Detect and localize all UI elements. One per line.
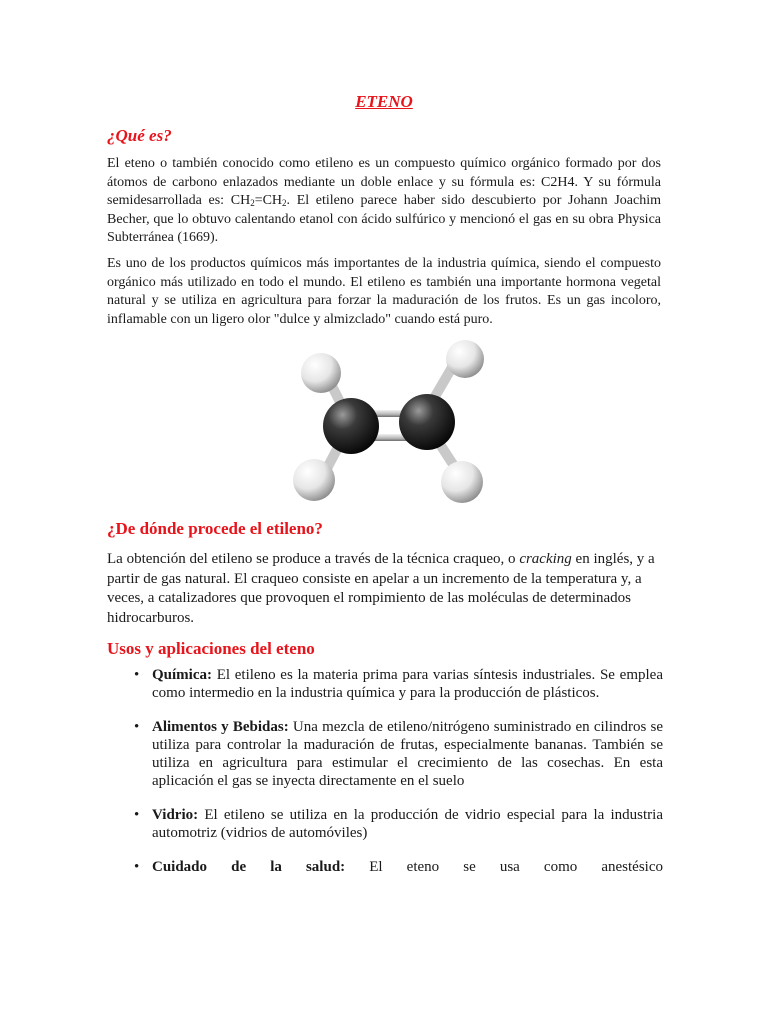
hydrogen-atom [441,461,483,503]
origin-text-start: La obtención del etileno se produce a través de la técnica craqueo, o [107,551,520,567]
item-text: Una mezcla de etileno/nitrógeno suministrado en cilindros se utiliza para controlar la maduración de frutas, especialmente bananas. También se utiliza en agricultura para estimular el crecimiento de las cosechas. En esta aplicación el gas se inyecta directamente en el suelo [152,719,664,789]
bullet: • [134,667,140,683]
bullet: • [134,807,140,823]
carbon-atom [399,394,455,450]
definition-text-start: El eteno o también conocido como etileno es un compuesto químico orgánico formado por dos átomos de carbono enlazados mediante un doble enlace y su fórmula es: C2H4. Y su fórmula semidesarrollada es: [107,156,661,208]
item-term: Química: [152,667,212,683]
origin-text-end: en inglés, y a partir de gas natural. El craqueo consiste en apelar a un incremento de la temperatura y, a veces, a catalizadores que provoquen el rompimiento de las moléculas de determinados hidrocarburos. [107,551,655,626]
uses-list [107,666,663,892]
bullet: • [134,859,140,875]
heading-que-es: ¿Qué es? [107,126,172,145]
item-text: El eteno se usa como anestésico [345,859,663,875]
hydrogen-atom [293,459,335,501]
item-text: El etileno se utiliza en la producción de vidrio especial para la industria automotriz (vidrios de automóviles) [152,807,663,841]
item-line [152,858,663,876]
formula-part: =CH [254,193,283,208]
item-term: Cuidado de la salud: [152,859,346,875]
item-term: Vidrio: [152,807,199,823]
document-title: ETENO [355,92,413,111]
definition-text-end: . El etileno parece haber sido descubierto por Johann Joachim Becher, que lo obtuvo calentando etanol con ácido sulfúrico y mencionó el gas en su obra Physica Subterránea (1669). [107,193,661,245]
list-item-alimentos [107,718,663,790]
hydrogen-atom [301,353,341,393]
formula-subscript: 2 [282,198,287,208]
heading-uses: Usos y aplicaciones del eteno [107,639,315,658]
item-text: El etileno es la materia prima para varias síntesis industriales. Se emplea como intermedio en la industria química y para la producción de plásticos. [152,667,663,701]
formula-part: CH [230,193,251,208]
formula-subscript: 2 [250,198,255,208]
carbon-atom [323,398,379,454]
paragraph-definition [107,155,661,248]
list-item-quimica [107,666,663,702]
hydrogen-atom [446,340,484,378]
cracking-term: cracking [519,551,572,567]
heading-origin: ¿De dónde procede el etileno? [107,519,323,538]
bullet: • [134,719,140,735]
paragraph-importance: Es uno de los productos químicos más importantes de la industria química, siendo el compuesto orgánico más utilizado en todo el mundo. El etileno es también una importante hormona vegetal natural y se utiliza en agricultura para forzar la maduración de los frutos. Es un gas incoloro, inflamable con un ligero olor "dulce y almizclado" cuando está puro. [107,256,661,327]
ethylene-molecule-image [284,336,490,506]
item-term: Alimentos y Bebidas: [152,719,289,735]
paragraph-origin [107,550,663,628]
list-item-salud [107,858,663,876]
list-item-vidrio [107,806,663,842]
